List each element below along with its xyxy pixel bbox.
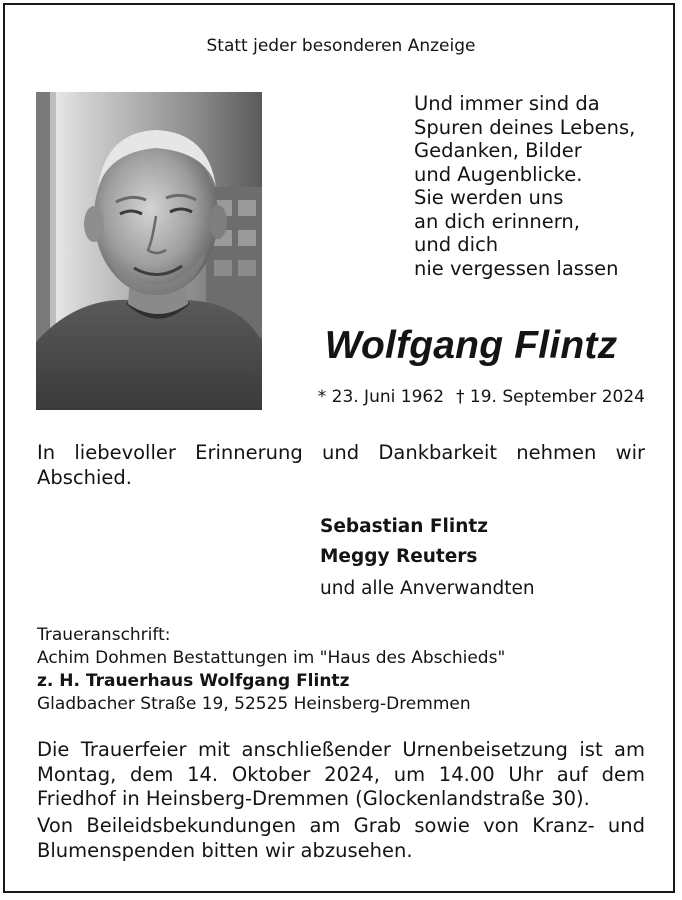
header-text: Statt jeder besonderen Anzeige [206, 36, 476, 56]
ceremony-line: Friedhof in Heinsberg-Dremmen (Glockenlandstraße 30). [37, 787, 590, 810]
mourner-name: Sebastian Flintz [320, 516, 488, 537]
address-line: Achim Dohmen Bestattungen im "Haus des Abschieds" [37, 648, 506, 668]
request-line: Blumenspenden bitten wir abzusehen. [37, 838, 413, 862]
condolence-address [37, 624, 505, 716]
poem-line: und Augenblicke. [414, 162, 583, 186]
poem-line: an dich erinnern, [414, 209, 580, 233]
portrait-image [36, 92, 262, 410]
address-line: Gladbacher Straße 19, 52525 Heinsberg-Dremmen [37, 694, 471, 714]
poem-line: nie vergessen lassen [414, 256, 619, 280]
ceremony-line: Montag, dem 14. Oktober 2024, um 14.00 Uhr auf dem [37, 762, 645, 786]
deceased-name: Wolfgang Flintz [324, 324, 618, 367]
poem-line: Gedanken, Bilder [414, 139, 582, 162]
poem-line: Spuren deines Lebens, [414, 115, 636, 139]
farewell-line: Abschied. [37, 466, 132, 489]
farewell-text [37, 440, 645, 490]
mourners [320, 514, 535, 602]
ceremony-text [37, 738, 645, 812]
ceremony-line: Die Trauerfeier mit anschließender Urnenbeisetzung ist am [37, 738, 645, 761]
poem-line: Und immer sind da [414, 92, 600, 115]
mourner-others: und alle Anverwandten [320, 578, 535, 599]
death-date: † 19. September 2024 [456, 387, 645, 407]
address-label: Traueranschrift: [37, 625, 171, 645]
farewell-line: In liebevoller Erinnerung und Dankbarkeit nehmen wir [37, 441, 645, 464]
request-text [37, 814, 645, 863]
mourner-name: Meggy Reuters [320, 546, 478, 567]
portrait-photo [36, 92, 262, 410]
address-line: z. H. Trauerhaus Wolfgang Flintz [37, 671, 350, 691]
poem-line: Sie werden uns [414, 186, 564, 209]
request-line: Von Beileidsbekundungen am Grab sowie von Kranz- und [37, 814, 645, 837]
life-dates [290, 387, 645, 407]
birth-date: * 23. Juni 1962 [317, 387, 445, 407]
poem-line: und dich [414, 233, 499, 256]
poem [414, 92, 635, 280]
